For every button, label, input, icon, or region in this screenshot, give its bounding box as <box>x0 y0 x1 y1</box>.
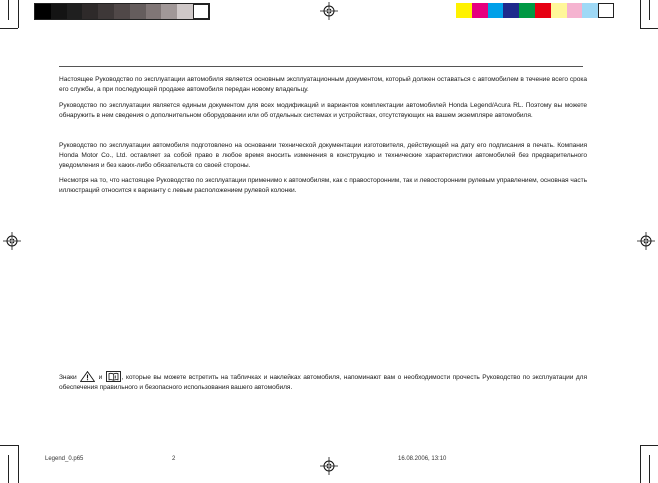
footer-filename: Legend_0.p65 <box>45 456 84 462</box>
paragraph-signs <box>59 371 587 393</box>
paragraph-intro: Настоящее Руководство по эксплуатации автомобиля является основным эксплуатационным документом, который должен оставаться с автомобилем в течение всего срока его службы, а при последующей продаже автомобиля передан новому владельцу. <box>59 76 587 93</box>
manual-book-icon <box>106 371 121 382</box>
gray-swatch <box>177 4 193 19</box>
color-swatch <box>488 3 504 18</box>
footer-datetime: 16.08.2006, 13:10 <box>398 456 447 462</box>
paragraph-steering: Несмотря на то, что настоящее Руководство по эксплуатации применимо к автомобилям, как с правосторонним, так и левосторонним рулевым управлением, основная часть иллюстраций относится к варианту с левым расположением рулевой колонки. <box>59 177 587 194</box>
process-color-bar <box>456 3 614 18</box>
warning-triangle-icon <box>80 371 95 382</box>
gray-swatch <box>82 4 98 19</box>
color-swatch <box>456 3 472 18</box>
color-swatch <box>582 3 598 18</box>
color-swatch <box>472 3 488 18</box>
crop-mark <box>8 455 9 483</box>
registration-mark-icon <box>320 2 338 20</box>
gray-swatch <box>146 4 162 19</box>
color-swatch <box>551 3 567 18</box>
registration-mark-icon <box>3 232 21 250</box>
signs-text-and: и <box>98 374 103 381</box>
crop-mark <box>0 28 18 29</box>
crop-mark <box>640 445 658 446</box>
crop-mark <box>18 0 19 28</box>
gray-swatch <box>161 4 177 19</box>
gray-swatch <box>35 4 51 19</box>
crop-mark <box>8 0 9 20</box>
gray-swatch <box>67 4 83 19</box>
header-rule <box>59 66 583 67</box>
color-swatch <box>598 3 614 18</box>
registration-mark-icon <box>320 457 338 475</box>
gray-swatch <box>130 4 146 19</box>
crop-mark <box>640 445 641 483</box>
crop-mark <box>18 445 19 483</box>
crop-mark <box>649 455 650 483</box>
color-swatch <box>535 3 551 18</box>
gray-swatch <box>98 4 114 19</box>
crop-mark <box>0 445 18 446</box>
crop-mark <box>640 28 658 29</box>
grayscale-color-bar <box>34 3 210 20</box>
gray-swatch <box>51 4 67 19</box>
color-swatch <box>503 3 519 18</box>
gray-swatch <box>193 4 209 19</box>
footer-page-number: 2 <box>172 456 176 462</box>
crop-mark <box>649 0 650 20</box>
gray-swatch <box>114 4 130 19</box>
registration-mark-icon <box>637 232 655 250</box>
color-swatch <box>519 3 535 18</box>
paragraph-models: Руководство по эксплуатации является единым документом для всех модификаций и вариантов комплектации автомобилей Honda Legend/Acura RL. Поэтому вы можете обнаружить в нем сведения о дополнительном оборудовании или об отдельных системах и устройствах, отсутствующих на вашем экземпляре автомобиля. <box>59 102 587 119</box>
signs-text-after: , которые вы можете встретить на табличках и наклейках автомобиля, напоминают вам о необходимости прочесть Руководство по эксплуатации для обеспечения правильного и безопасного использования вашего автомобиля. <box>59 374 587 391</box>
crop-mark <box>640 0 641 28</box>
color-swatch <box>567 3 583 18</box>
paragraph-documentation: Руководство по эксплуатации автомобиля подготовлено на основании технической документации изготовителя, действующей на дату его подписания в печать. Компания Honda Motor Co., Ltd. оставляет за собой право в любое время вносить изменения в конструкцию и технические характеристики автомобилей без предварительного уведомления и без каких-либо обязательств со своей стороны. <box>59 142 587 169</box>
signs-text-before: Знаки <box>59 374 77 381</box>
